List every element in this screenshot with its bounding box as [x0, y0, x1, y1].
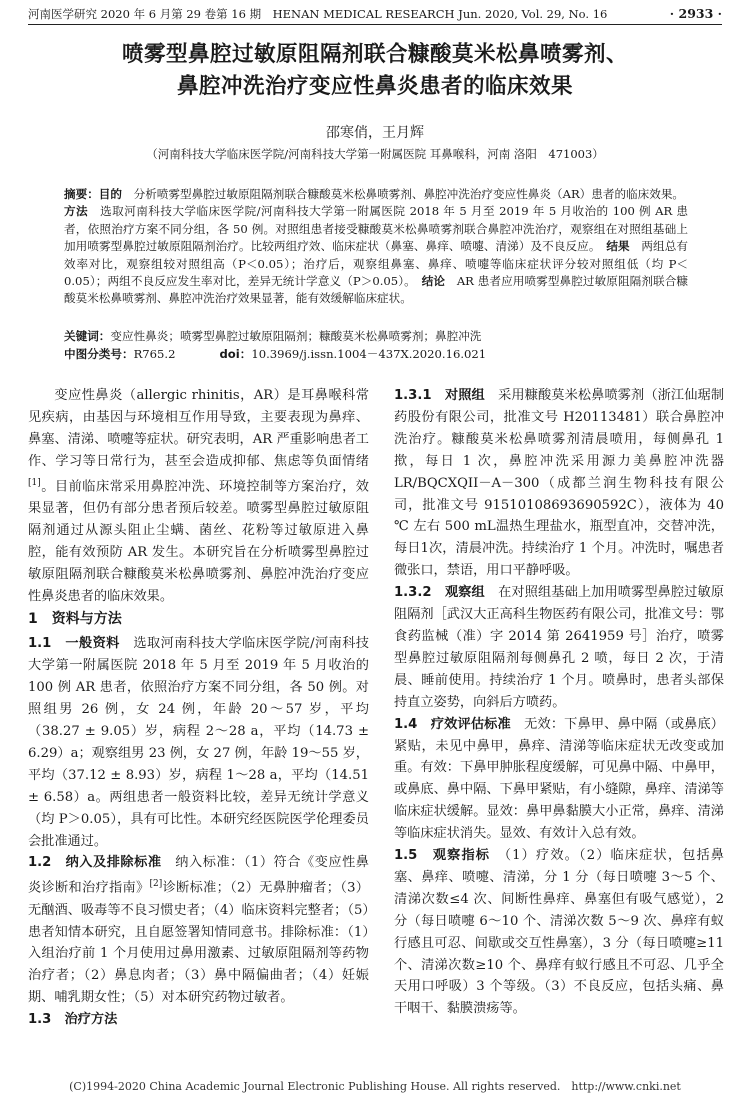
section-1-4-heading: 1.4 疗效评估标准 [394, 716, 511, 732]
keywords-text: 变应性鼻炎；喷雾型鼻腔过敏原阻隔剂；糠酸莫米松鼻喷雾剂；鼻腔冲洗 [110, 329, 482, 343]
abstract-method-label: 方法 [64, 204, 89, 219]
abstract [64, 186, 688, 308]
section-1-1-heading: 1.1 一般资料 [28, 636, 120, 652]
section-1-3-1-text: 采用糠酸莫米松鼻喷雾剂（浙江仙琚制药股份有限公司，批准文号 H20113481）联合鼻腔冲洗治疗。糠酸莫米松鼻喷雾剂清晨喷用，每侧鼻孔 1 揿，每日 1 次，鼻腔冲洗采用源力美鼻腔冲洗器 LR/BQCXQII－A－300（成都兰润生物科技有限公司，批准文号 91510108693690592C），液体为 40 ℃ 左右 500 mL温热生理盐水，瓶型直冲，交替冲洗，每日1次，清晨冲洗。持续治疗 1 个月。冲洗时，嘱患者微张口，禁语，用口平静呼吸。 [394, 388, 725, 579]
journal-header-text: 河南医学研究 2020 年 6 月第 29 卷第 16 期 HENAN MEDICAL RESEARCH Jun. 2020, Vol. 29, No. 16 [28, 7, 608, 21]
abstract-purpose: 分析喷雾型鼻腔过敏原阻隔剂联合糠酸莫米松鼻喷雾剂、鼻腔冲洗治疗变应性鼻炎（AR）患者的临床效果。 [133, 187, 685, 201]
abstract-label: 摘要：目的 [64, 187, 122, 201]
section-1-3-1-heading: 1.3.1 对照组 [394, 388, 485, 403]
section-1-2-text-b: 诊断标准；（2）无鼻肿瘤者；（3）无酗酒、吸毒等不良习惯史者；（4）临床资料完整者；（5）患者知情本研究，且自愿签署知情同意书。排除标准：（1）入组治疗前 1 个月使用过鼻用激素、过敏原阻隔剂等药物治疗者；（2）鼻息肉者；（3）鼻中隔偏曲者；（4）妊娠期、哺乳期女性；（5）对本研究药物过敏者。 [28, 880, 369, 1006]
header-rule [28, 24, 722, 25]
intro-text-a: 变应性鼻炎（allergic rhinitis，AR）是耳鼻喉科常见疾病，由基因与环境相互作用导致，主要表现为鼻痒、鼻塞、清涕、喷嚏等症状。研究表明，AR 严重影响患者工作、学习等日常行为，甚至会造成抑郁、焦虑等负面情绪 [28, 388, 369, 469]
section-1-4-text: 无效：下鼻甲、鼻中隔（或鼻底）紧贴，未见中鼻甲，鼻痒、清涕等临床症状无改变或加重。有效：下鼻甲肿胀程度缓解，可见鼻中隔、中鼻甲，或鼻底、鼻中隔、下鼻甲紧贴，有小缝隙，鼻痒、清涕等临床症状缓解。显效：鼻甲鼻黏膜大小正常，鼻痒、清涕等临床症状消失。显效、有效计入总有效。 [394, 716, 724, 842]
section-1-2-heading: 1.2 纳入及排除标准 [28, 855, 162, 871]
abstract-result: 两组总有效率对比，观察组较对照组高（P＜0.05）；治疗后，观察组鼻塞、鼻痒、喷嚏等临床症状评分较对照组低（均 P＜0.05）；两组不良反应发生率对比，差异无统计学意义（P＞0.05）。 [64, 239, 688, 289]
authors: 邵寒俏，王月辉 [326, 125, 424, 141]
citation-1: [1] [28, 477, 41, 488]
section-heading-1: 1 资料与方法 [28, 611, 122, 628]
classification [64, 346, 486, 363]
section-1-3-2-heading: 1.3.2 观察组 [394, 585, 485, 601]
abstract-conclusion-label: 结论 [421, 274, 446, 289]
abstract-conclusion: AR 患者应用喷雾型鼻腔过敏原阻隔剂联合糠酸莫米松鼻喷雾剂、鼻腔冲洗治疗效果显著，能有效缓解临床症状。 [64, 274, 688, 306]
section-1-1-text: 选取河南科技大学临床医学院/河南科技大学第一附属医院 2018 年 5 月至 2019 年 5 月收治的 100 例 AR 患者，依照治疗方案不同分组，各 50 例。对照组男 26 例，女 24 例，年龄 20～57 岁，平均（38.27 ± 9.05）岁，病程 2～28 a，平均（14.73 ± 6.29）a；观察组男 23 例，女 27 例，年龄 19～55 岁，平均（37.12 ± 8.93）岁，病程 1～28 a，平均（14.51 ± 6.58）a。两组患者一般资料比较，差异无统计学意义（均 P＞0.05），具有可比性。本研究经医院医学伦理委员会批准通过。 [28, 636, 369, 849]
keywords [64, 328, 481, 345]
right-column [394, 385, 724, 1020]
section-1-2-text-a: 纳入标准：（1）符合《变应性鼻炎诊断和治疗指南》 [28, 855, 369, 896]
doi-label: doi： [219, 347, 252, 361]
section-1-5-heading: 1.5 观察指标 [394, 848, 491, 864]
section-1-3-2-text: 在对照组基础上加用喷雾型鼻腔过敏原阻隔剂［武汉大正高科生物医药有限公司，批准文号：鄂食药监械（准）字 2014 第 2641959 号］治疗，喷雾型鼻腔过敏原阻隔剂每侧鼻孔 2 喷，每日 2 次，于清晨、睡前使用。持续治疗 1 个月。喷鼻时，患者头部保持直立姿势，向斜后方喷药。 [394, 585, 725, 710]
doi-value: 10.3969/j.issn.1004－437X.2020.16.021 [251, 347, 487, 361]
section-1-3-2 [394, 582, 724, 713]
section-1-4 [394, 714, 724, 845]
intro-text-b: 。目前临床常采用鼻腔冲洗、环境控制等方案治疗，效果显著，但仍有部分患者预后较差。喷雾型鼻腔过敏原阻隔剂通过从源头阻止尘螨、菌丝、花粉等过敏原进入鼻腔，能有效预防 AR 发生。本研究旨在分析喷雾型鼻腔过敏原阻隔剂联合糠酸莫米松鼻喷雾剂、鼻腔冲洗治疗变应性鼻炎患者的临床效果。 [28, 479, 369, 604]
section-1-2 [28, 852, 369, 1009]
classification-label: 中图分类号： [64, 347, 134, 361]
section-1-3-1 [394, 385, 724, 582]
article-title-line-1: 喷雾型鼻腔过敏原阻隔剂联合糠酸莫米松鼻喷雾剂、 [121, 42, 628, 67]
classification-code: R765.2 [133, 347, 176, 361]
affiliation: （河南科技大学临床医学院/河南科技大学第一附属医院 耳鼻喉科，河南 洛阳 471003） [146, 147, 604, 161]
page-number: · 2933 · [669, 6, 722, 21]
section-1-5 [394, 845, 724, 1020]
intro-paragraph [28, 385, 369, 607]
keywords-label: 关键词： [64, 329, 111, 343]
abstract-method: 选取河南科技大学临床医学院/河南科技大学第一附属医院 2018 年 5 月至 2019 年 5 月收治的 100 例 AR 患者，依照治疗方案不同分组，各 50 例。对照组患者接受糠酸莫米松鼻喷雾剂联合鼻腔冲洗治疗，观察组在对照组基础上加用喷雾型鼻腔过敏原阻隔剂治疗。比较两组疗效、临床症状（鼻塞、鼻痒、喷嚏、清涕）及不良反应。 [64, 204, 688, 254]
copyright-footer: (C)1994-2020 China Academic Journal Electronic Publishing House. All rights reserved. http://www.cnki.net [69, 1080, 681, 1093]
left-column [28, 385, 369, 1031]
citation-2: [2] [149, 879, 163, 890]
article-title-line-2: 鼻腔冲洗治疗变应性鼻炎患者的临床效果 [176, 74, 573, 99]
running-header [28, 6, 722, 22]
abstract-result-label: 结果 [606, 239, 630, 254]
section-1-1 [28, 633, 369, 852]
section-1-5-text: （1）疗效。（2）临床症状，包括鼻塞、鼻痒、喷嚏、清涕，分 1 分（每日喷嚏 3～5 个、清涕次数≤4 次、间断性鼻痒、鼻塞但有吸气感觉），2 分（每日喷嚏 6～10 个、清涕次数 5～9 次、鼻痒有蚁行感且可忍、间歇或交互性鼻塞），3 分（每日喷嚏≥11 个、清涕次数≥10 个、鼻痒有蚁行感且不可忍、几乎全天用口呼吸）3 个等级。（3）不良反应，包括头痛、鼻干咽干、黏膜溃疡等。 [394, 848, 724, 1017]
section-1-3-heading: 1.3 治疗方法 [28, 1012, 118, 1028]
